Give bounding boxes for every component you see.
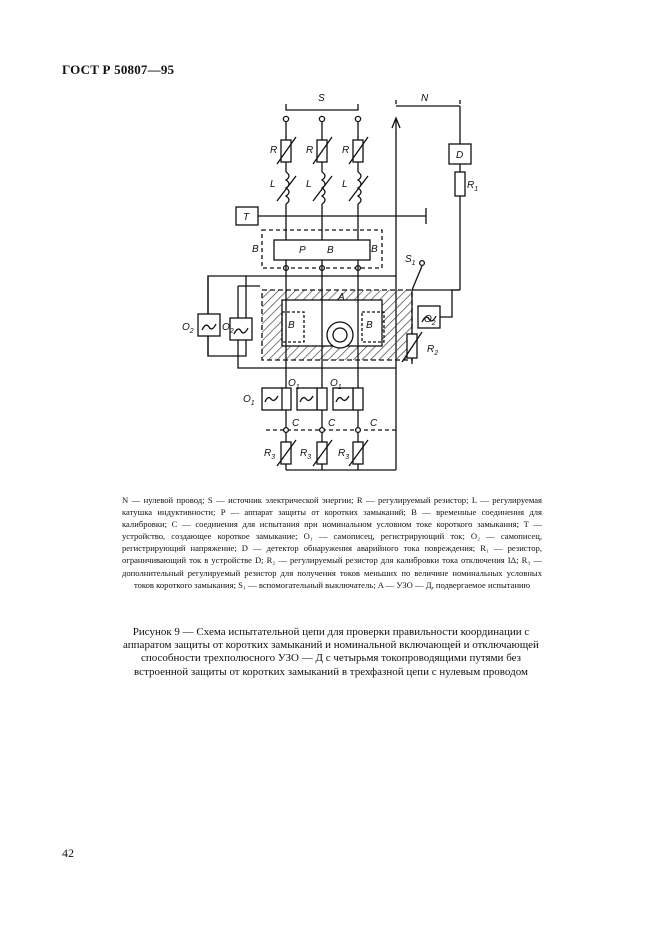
label-p: P	[299, 245, 306, 256]
label-b-left: B	[252, 244, 259, 255]
label-b-inner-left: B	[288, 320, 295, 331]
label-o2-left: $O_2$	[182, 322, 194, 335]
label-r-2: R	[306, 145, 314, 156]
figure-caption: Рисунок 9 — Схема испытательной цепи для проверки правильности координации с аппаратом защиты от коротких замыканий и номинальной включающей и отключающей способности трехполюсного УЗО — Д с четырьмя токопроводящими путями без встроенной защиты от коротких замыканий в трехфазной цепи с нулевым проводом	[123, 626, 539, 678]
label-r3-2: $R_3$	[300, 448, 312, 461]
label-d: D	[456, 150, 464, 161]
label-b-right: B	[371, 244, 378, 255]
label-s1: $S_1$	[405, 254, 416, 267]
label-b-center: B	[327, 245, 334, 256]
aux-switch-s1	[420, 261, 425, 266]
source-terminal-1	[283, 116, 288, 121]
label-l-1: L	[270, 179, 276, 190]
source-terminal-2	[319, 116, 324, 121]
label-r2: $R_2$	[427, 344, 439, 357]
current-recorder-o1-3	[333, 388, 353, 410]
page-number: 42	[62, 846, 74, 860]
label-c-2: C	[328, 418, 336, 429]
resistor-r1	[455, 172, 465, 196]
label-c-3: C	[370, 418, 378, 429]
label-r3-3: $R_3$	[338, 448, 350, 461]
label-r-3: R	[342, 145, 350, 156]
label-o1-top-2: $O_1$	[330, 378, 342, 391]
label-r3-1: $R_3$	[264, 448, 276, 461]
label-o2-right: $O_2$	[424, 314, 436, 327]
label-o1-top-1: $O_1$	[288, 378, 300, 391]
label-r-1: R	[270, 145, 278, 156]
voltage-recorder-o2-left	[198, 314, 220, 336]
label-s: S	[318, 93, 325, 104]
figure-legend: N — нулевой провод; S — источник электрической энергии; R — регулируемый резистор; L — регулируемая катушка индуктивности; P — аппарат защиты от коротких замыканий; B — временные соединения для калибровки; C — соединения для испытания при номинальном условном токе короткого замыкания; T — устройство, создающее короткое замыкание; O₁ — самописец, регистрирующий ток; O₂ — самописец, регистрирующий напряжение; D — детектор обнаружения аварийного тока повреждения; R₁ — резистор, ограничивающий ток в устройстве D; R₂ — регулируемый резистор для калибровки тока отключения IΔ; R₃ — дополнительный регулируемый резистор для получения токов меньших по величине номинальных условных токов короткого замыкания; S₁ — вспомогательный выключатель; A — УЗО — Д, подвергаемое испытанию	[122, 495, 542, 590]
label-c-1: C	[292, 418, 300, 429]
label-o2-inner: $O_2$	[222, 322, 234, 335]
document-header: ГОСТ Р 50807—95	[62, 62, 175, 77]
protective-device-p	[274, 240, 370, 260]
label-l-2: L	[306, 179, 312, 190]
current-recorder-o1-1	[262, 388, 282, 410]
current-recorder-o1-2	[297, 388, 317, 410]
source-terminal-3	[355, 116, 360, 121]
label-n: N	[421, 93, 429, 104]
label-b-inner-right: B	[366, 320, 373, 331]
label-t: T	[243, 212, 250, 223]
source-bracket	[286, 104, 358, 110]
label-r1: $R_1$	[467, 180, 479, 193]
label-a: A	[338, 292, 345, 303]
label-o1-left: $O_1$	[243, 394, 255, 407]
label-l-3: L	[342, 179, 348, 190]
